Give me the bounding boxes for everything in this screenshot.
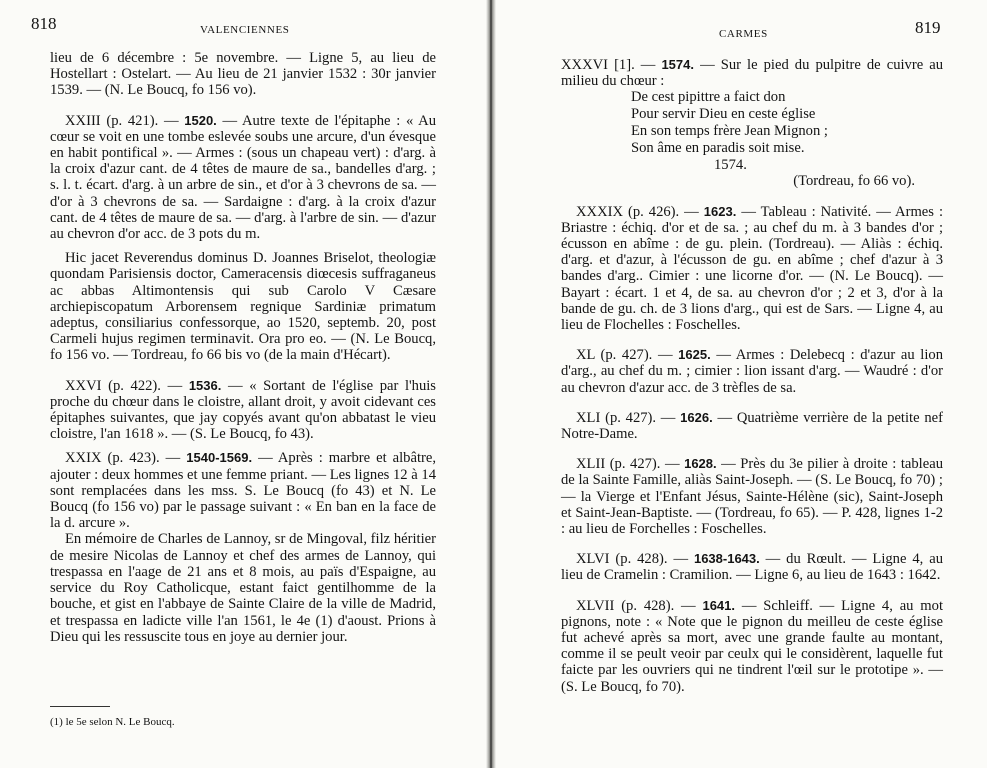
entry-xlvi: XLVI (p. 428). — 1638-1643. — du Rœult. — Ligne 4, au lieu de Cramelin : Cramilion. — Ligne 6, au lieu de 1643 : 1642. <box>561 551 943 584</box>
verse-line: De cest pipittre a faict don <box>631 89 786 106</box>
entry-continuation: lieu de 6 décembre : 5e novembre. — Ligne 5, au lieu de Hostellart : Ostelart. — Au lieu de 21 janvier 1532 : 30r janvier 1539. — (N. Le Boucq, fo 156 vo). <box>50 50 436 99</box>
verse-line: Pour servir Dieu en ceste église <box>631 106 816 123</box>
left-text-column <box>50 50 436 653</box>
right-page <box>494 0 987 768</box>
entry-xxiii-inscription: Hic jacet Reverendus dominus D. Joannes Briselot, theologiæ quondam Parisiensis doctor, Cameracensis diœcesis suffraganeus ac abbas Altimontensis qui sub Carolo V Cæsare archiepiscopatum Arborensem regnique Sardiniæ primatum adeptus, consiliarius confessorque, ao 1520, septemb. 20, post Carmeli hujus regimen terminavit. Ora pro eo. — (N. Le Boucq, fo 156 vo. — Tordreau, fo 66 bis vo (de la main d'Hécart). <box>50 250 436 364</box>
verse-inscription <box>631 89 943 173</box>
verse-line: En son temps frère Jean Mignon ; <box>631 123 828 139</box>
entry-xli: XLI (p. 427). — 1626. — Quatrième verrière de la petite nef Notre-Dame. <box>561 409 943 443</box>
left-running-title: VALENCIENNES <box>200 24 290 36</box>
entry-xl: XL (p. 427). — 1625. — Armes : Delebecq : d'azur au lion d'arg., au chef du m. ; cimier : lion issant d'arg. — Waudré : d'or au chevron d'azur acc. de 3 trèfles de sa. <box>561 347 943 396</box>
footnote-rule <box>50 706 110 707</box>
right-text-column <box>561 57 943 703</box>
entry-xxxix: XXXIX (p. 426). — 1623. — Tableau : Nativité. — Armes : Briastre : échiq. d'or et de sa. ; au chef du m. à 3 bandes d'or ; écusson en abîme : de gu. plein. (Tordreau). — Aliàs : échiq. d'arg. et d'azur, à l'écusson de gu. en abîme ; chef d'azur à 3 bandes d'arg.. Cimier : une licorne d'or. — (N. Le Boucq). — Bayart : écart. 1 et 4, de sa. au chevron d'or ; 2 et 3, d'or à la bande de gu. ch. de 3 lions d'arg., qui est de Sars. — Ligne 4, au lieu de Flochelles : Foschelles. <box>561 203 944 334</box>
verse-source: (Tordreau, fo 66 vo). <box>793 173 915 190</box>
entry-xxiii: XXIII (p. 421). — 1520. — Autre texte de l'épitaphe : « Au cœur se voit en une tombe eslevée soubs une arcure, d'un évesque en habit pontifical ». — Armes : (sous un chapeau vert) : d'arg. à la croix d'azur cant. de 4 têtes de maure de sa., bandelles d'arg. ; s. l. t. écart. d'arg. à un arbre de sin., et d'or à 3 chevrons de sa. — d'or à 3 chevrons de sa. — Sardaigne : d'arg. à la croix d'azur cant. de 4 têtes de maure de sa. — d'arg. à l'arbre de sin. — d'azur au chevron d'or acc. de 3 pots du m. <box>50 112 436 243</box>
verse-line: Son âme en paradis soit mise. <box>631 139 805 156</box>
entry-xxvi: XXVI (p. 422). — 1536. — « Sortant de l'église par l'huis proche du chœur dans le cloistre, allant droit, y avoit cidevant ces épitaphes suivantes, que jay copyés avant qu'on abbatast le vieu cloistre, l'an 1618 ». — (S. Le Boucq, fo 43). <box>50 377 436 443</box>
verse-year: 1574. <box>714 156 747 173</box>
entry-xxxvi: XXXVI [1]. — 1574. — Sur le pied du pulpitre de cuivre au milieu du chœur : <box>561 57 944 90</box>
right-page-number: 819 <box>915 18 941 37</box>
entry-xxix-inscription: En mémoire de Charles de Lannoy, sr de Mingoval, filz héritier de mesire Nicolas de Lannoy et chef des armes de Lannoy, qui trespassa en l'aage de 21 ans et 8 mois, au païs d'Espaigne, au service du Roy Catholicque, estant faict gentilhomme de la bouche, et gist en l'abbaye de Sainte Claire de la ville de Madrid, et trespassa en ladicte ville l'an 1561, le 4e (1) d'aoust. Prions à Dieu qui les ressuscite tous en joye au dernier jour. <box>50 531 436 645</box>
entry-xlvii: XLVII (p. 428). — 1641. — Schleiff. — Ligne 4, au mot pignons, note : « Note que le pignon du meilleu de ceste église fut achevé après sa mort, avec une grande faulte au montant, comme il se peult veoir par ceulx qui le considèrent, laquelle fut faicte par les ouvriers qui ne tindrent l'œil sur le prototipe ». — (S. Le Boucq, fo 70). <box>561 597 943 695</box>
entry-xlii: XLII (p. 427). — 1628. — Près du 3e pilier à droite : tableau de la Sainte Famille, aliàs Saint-Joseph. — (S. Le Boucq, fo 70) ; — la Vierge et l'Enfant Jésus, Sainte-Hélène (sic), Saint-Joseph et Saint-Jean-Baptiste. — (Tordreau, fo 65). — P. 428, lignes 1-2 : au lieu de Forchelles : Foschelles. <box>561 456 943 538</box>
left-page-number: 818 <box>31 14 57 33</box>
right-running-title: CARMES <box>719 28 768 40</box>
left-page <box>0 0 488 768</box>
entry-xxix: XXIX (p. 423). — 1540-1569. — Après : marbre et albâtre, ajouter : deux hommes et une femme priant. — Les lignes 12 à 14 sont remplacées dans les mss. S. Le Boucq (fo 43) et N. Le Boucq (fo 156 vo) par le passage suivant : « En ban en la face de la d. arcure ». <box>50 450 436 532</box>
footnote: (1) le 5e selon N. Le Boucq. <box>50 716 175 728</box>
